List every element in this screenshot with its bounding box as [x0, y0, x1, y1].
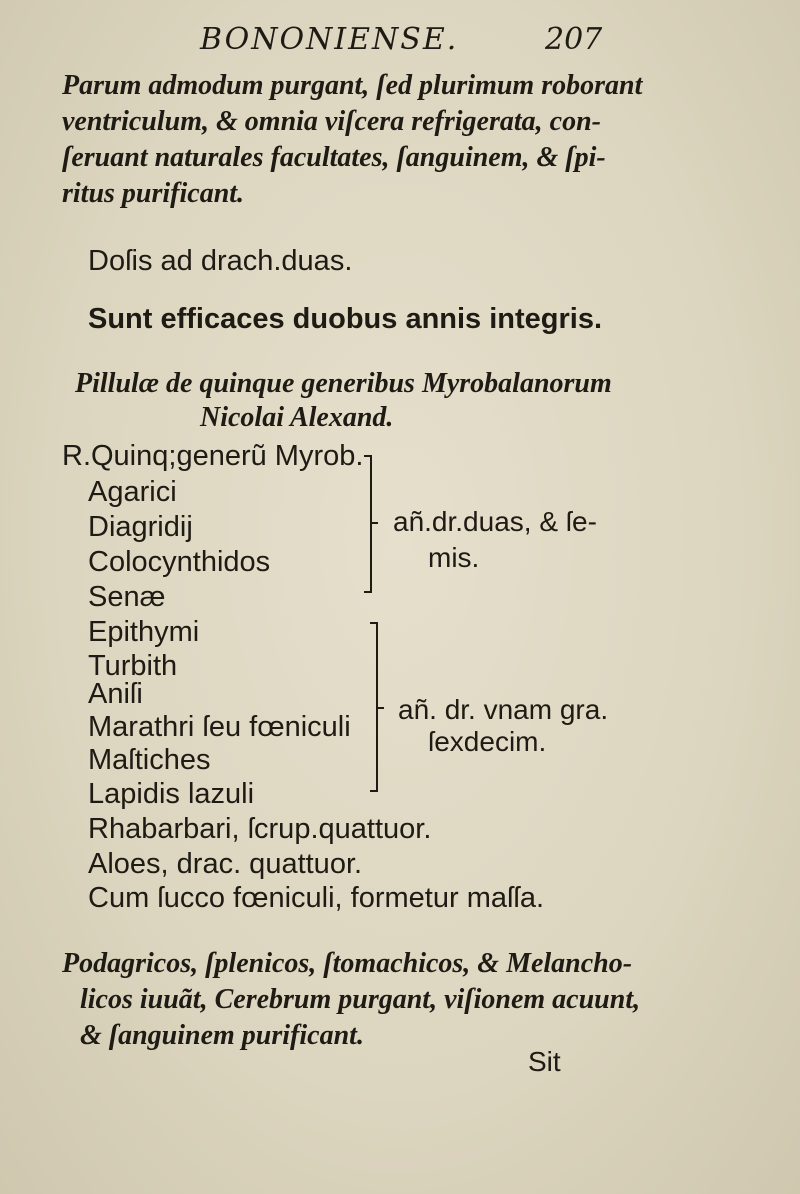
dose-line: Doſis ad drach.duas. [88, 245, 353, 277]
page-number: 207 [545, 22, 603, 57]
ingredient: Colocynthidos [88, 546, 271, 578]
brace-point [378, 707, 384, 709]
intro-line: ventriculum, & omnia viſcera refrigerata, con- [62, 106, 601, 137]
group-1-dose: añ.dr.duas, & ſe- [393, 506, 597, 537]
group-1-dose: mis. [428, 542, 480, 573]
efficacy-line: Sunt efficaces duobus annis integris. [88, 303, 603, 335]
ingredient: Turbith [88, 650, 178, 682]
ingredient: Maſtiches [88, 744, 211, 776]
ingredient: R.Quinq;generũ Myrob. [62, 440, 364, 472]
tail-line: Aloes, drac. quattuor. [88, 848, 363, 880]
ingredient: Lapidis lazuli [88, 778, 255, 810]
tail-line: Rhabarbari, ſcrup.quattuor. [88, 813, 432, 845]
virtue-line: & ſanguinem purificant. [80, 1020, 364, 1051]
virtue-line: Podagricos, ſplenicos, ſtomachicos, & Melancho- [62, 948, 633, 979]
ingredient: Marathri ſeu fœniculi [88, 711, 351, 743]
ingredient: Senæ [88, 581, 166, 613]
brace-point [372, 522, 378, 524]
intro-line: ritus purificant. [62, 178, 245, 209]
group-2-dose: ſexdecim. [428, 726, 547, 757]
intro-line: ſeruant naturales facultates, ſanguinem, & ſpi- [62, 142, 606, 173]
running-title: BONONIENSE. [200, 22, 459, 57]
ingredient: Epithymi [88, 616, 200, 648]
brace-group-1 [370, 455, 372, 593]
ingredient: Agarici [88, 476, 177, 508]
recipe-title: Pillulæ de quinque generibus Myrobalanorum [75, 368, 612, 399]
recipe-author: Nicolai Alexand. [200, 402, 394, 433]
ingredient: Diagridij [88, 511, 193, 543]
ingredient: Aniſi [88, 678, 143, 710]
tail-line: Cum ſucco fœniculi, formetur maſſa. [88, 882, 545, 914]
group-2-dose: añ. dr. vnam gra. [398, 694, 609, 725]
catchword: Sit [528, 1046, 561, 1077]
virtue-line: licos iuuãt, Cerebrum purgant, viſionem acuunt, [80, 984, 641, 1015]
intro-line: Parum admodum purgant, ſed plurimum roborant [62, 70, 643, 101]
